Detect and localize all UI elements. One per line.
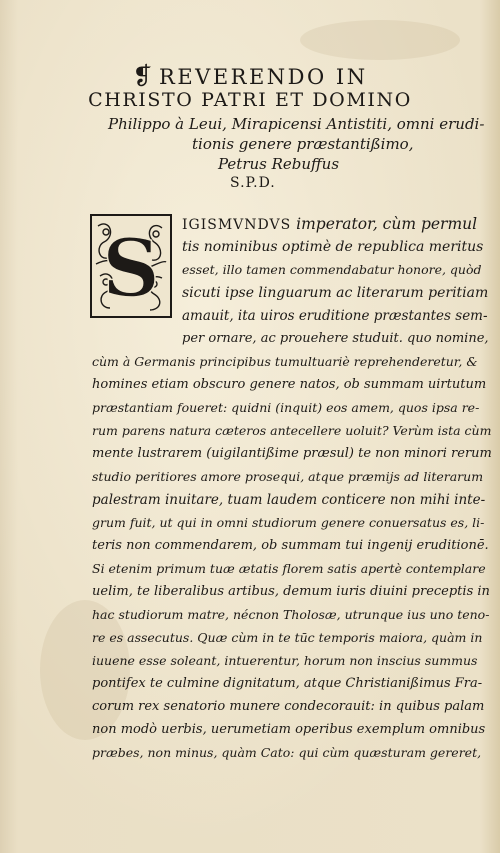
body-line-1 [182,214,477,235]
body-line-17: uelim, te liberalibus artibus, demum iuris diuini preceptis in [92,584,490,599]
body-line-6: per ornare, ac prouehere studuit. quo nomine, [182,331,489,346]
body-line-5: amauit, ita uiros eruditione præstantes sem- [182,308,488,324]
decorated-initial-art [92,216,170,316]
body-line-11: mente lustrarem (uigilantißime præsul) te non minori rerum [92,446,492,461]
body-line-4: sicuti ipse linguarum ac literarum peritiam [182,285,489,301]
body-line-22: corum rex senatorio munere condecorauit: in quibus palam [92,699,485,714]
body-line-10: rum parens natura cæteros antecellere uoluit? Verùm ista cùm [92,423,492,438]
body-line-14: grum fuit, ut qui in omni studiorum genere conuersatus es, li- [92,515,485,530]
body-line-24: præbes, non minus, quàm Cato: qui cùm quæsturam gereret, [92,745,482,760]
heading-line-2: CHRISTO PATRI ET DOMINO [88,89,412,111]
body-line-8: homines etiam obscuro genere natos, ob summam uirtutum [92,377,487,392]
body-line-12: studio peritiores amore prosequi, atque præmijs ad literarum [92,469,484,484]
heading-line-1 [0,62,500,90]
body-line-19: re es assecutus. Quæ cùm in te tūc temporis maiora, quàm in [92,630,483,645]
body-line-15: teris non commendarem, ob summam tui ingenij eruditionē. [92,538,489,553]
dedication-line-2: tionis genere præstantißimo, [192,135,414,153]
body-line-2: tis nominibus optimè de republica meritus [182,239,484,255]
body-line-20: iuuene esse soleant, intuerentur, horum non inscius summus [92,653,478,668]
body-line-23: non modò uerbis, uerumetiam operibus exemplum omnibus [92,722,486,737]
initial-letter: S [102,221,160,315]
body-line-21: pontifex te culmine dignitatum, atque Christianißimus Fra- [92,676,483,691]
decorated-initial [90,214,172,318]
body-line-1-text: imperator, cùm permul [291,215,478,233]
emperor-name-caps: IGISMVNDVS [182,217,292,233]
body-line-3: esset, illo tamen commendabatur honore, quòd [182,262,482,277]
body-line-9: præstantiam foueret: quidni (inquit) eos amem, quos ipsa re- [92,400,480,415]
dedication-line-1: Philippo à Leui, Mirapicensi Antistiti, omni erudi- [108,115,485,133]
body-line-18: hac studiorum matre, nécnon Tholosæ, utrunque ius uno teno- [92,607,490,622]
salutation: S.P.D. [230,175,276,191]
author-name: Petrus Rebuffus [218,155,340,173]
pilcrow-mark: ❡ [132,62,156,90]
heading-text-1: REVERENDO IN [159,65,368,89]
paper-stain [300,20,460,60]
body-line-13: palestram inuitare, tuam laudem conticere non mihi inte- [92,492,486,508]
body-line-16: Si etenim primum tuæ ætatis florem satis apertè contemplare [92,561,486,576]
body-line-7: cùm à Germanis principibus tumultuariè reprehenderetur, & [92,354,478,369]
